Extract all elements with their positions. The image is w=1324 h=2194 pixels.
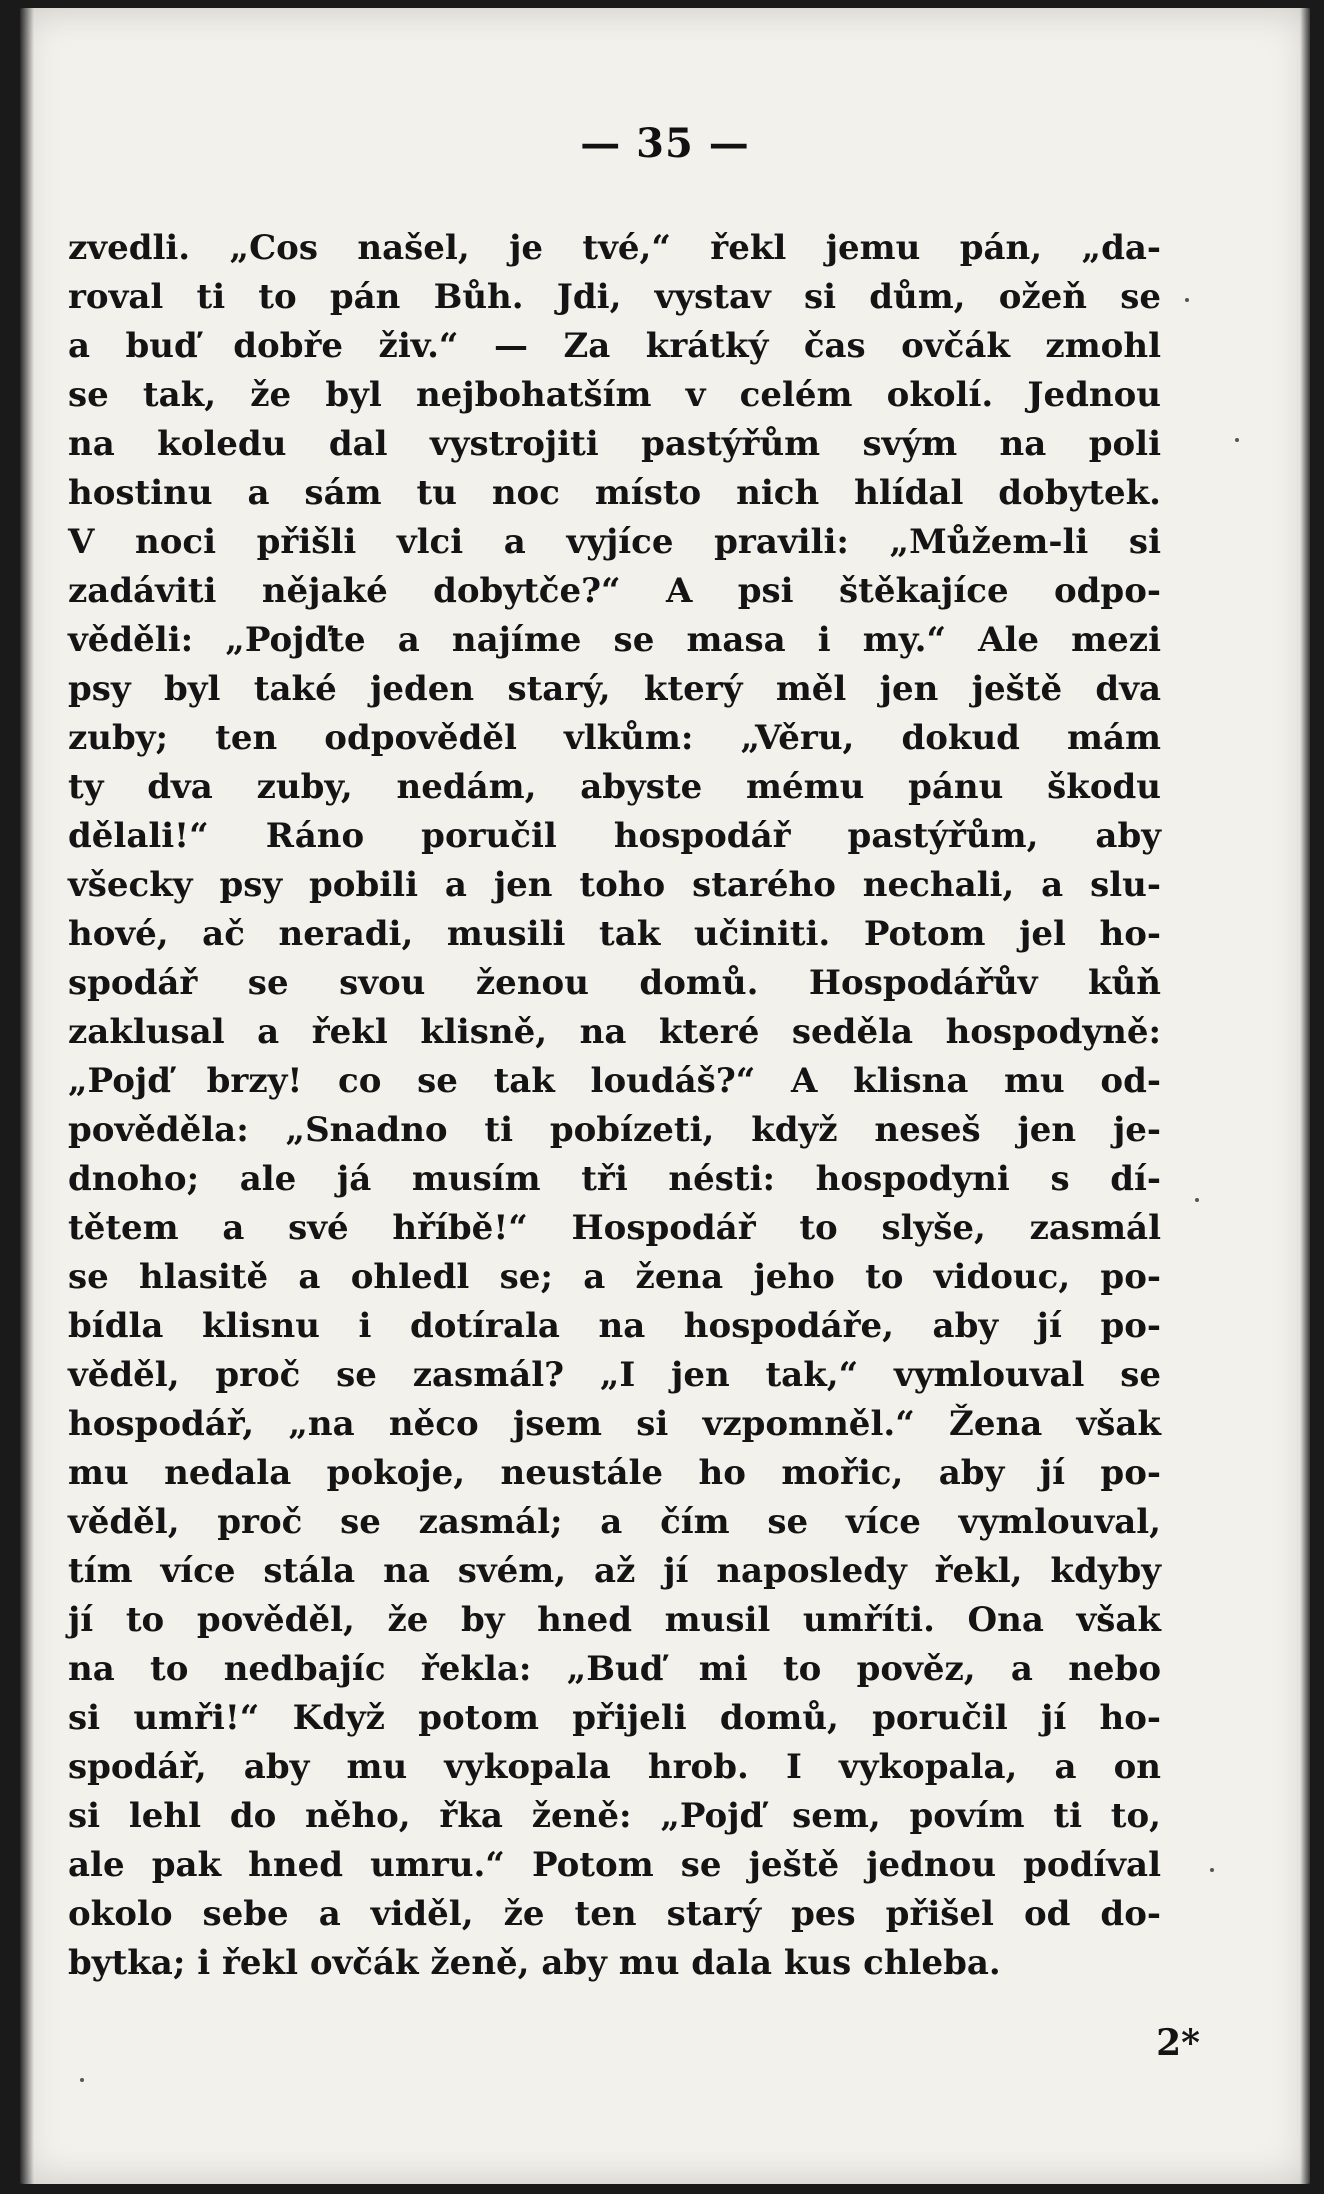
- print-speck: [1210, 1868, 1214, 1872]
- text-line: věděli: „Pojďte a najíme se masa i my.“ Ale mezi: [68, 620, 1161, 660]
- text-line: a buď dobře živ.“ — Za krátký čas ovčák zmohl: [68, 326, 1161, 366]
- text-line: bídla klisnu i dotírala na hospodáře, aby jí po-: [68, 1306, 1161, 1346]
- text-line: zuby; ten odpověděl vlkům: „Věru, dokud mám: [68, 718, 1161, 758]
- text-line: „Pojď brzy! co se tak loudáš?“ A klisna mu od-: [68, 1061, 1161, 1101]
- text-line: hové, ač neradi, musili tak učiniti. Potom jel ho-: [68, 914, 1161, 954]
- text-line: mu nedala pokoje, neustále ho mořic, aby jí po-: [68, 1453, 1161, 1493]
- text-line: jí to pověděl, že by hned musil umříti. Ona však: [68, 1600, 1161, 1640]
- text-line: se tak, že byl nejbohatším v celém okolí. Jednou: [68, 375, 1161, 415]
- text-line: spodář se svou ženou domů. Hospodářův kůň: [68, 963, 1161, 1003]
- text-line: si umři!“ Když potom přijeli domů, poručil jí ho-: [68, 1698, 1161, 1738]
- text-line: hostinu a sám tu noc místo nich hlídal dobytek.: [68, 473, 1161, 513]
- text-line: na koledu dal vystrojiti pastýřům svým na poli: [68, 424, 1161, 464]
- text-line: okolo sebe a viděl, že ten starý pes přišel od do-: [68, 1894, 1161, 1934]
- text-line: spodář, aby mu vykopala hrob. I vykopala, a on: [68, 1747, 1161, 1787]
- book-page: [20, 8, 1310, 2184]
- page-number: — 35 —: [580, 120, 750, 167]
- text-line: věděl, proč se zasmál; a čím se více vymlouval,: [68, 1502, 1161, 1542]
- text-line: na to nedbajíc řekla: „Buď mi to pověz, a nebo: [68, 1649, 1161, 1689]
- text-line: všecky psy pobili a jen toho starého nechali, a slu-: [68, 865, 1161, 905]
- text-line: ale pak hned umru.“ Potom se ještě jednou podíval: [68, 1845, 1161, 1885]
- body-text: [68, 224, 1161, 1988]
- text-line: zaklusal a řekl klisně, na které seděla hospodyně:: [68, 1012, 1161, 1052]
- text-line: psy byl také jeden starý, který měl jen ještě dva: [68, 669, 1161, 709]
- text-line: pověděla: „Snadno ti pobízeti, když neseš jen je-: [68, 1110, 1161, 1150]
- text-line: si lehl do něho, řka ženě: „Pojď sem, povím ti to,: [68, 1796, 1161, 1836]
- print-speck: [1235, 438, 1239, 442]
- text-line: V noci přišli vlci a vyjíce pravili: „Můžem-li si: [68, 522, 1161, 562]
- text-line: dnoho; ale já musím tři nésti: hospodyni s dí-: [68, 1159, 1161, 1199]
- text-line: tím více stála na svém, až jí naposledy řekl, kdyby: [68, 1551, 1161, 1591]
- text-line: zvedli. „Cos našel, je tvé,“ řekl jemu pán, „da-: [68, 228, 1161, 268]
- text-line: roval ti to pán Bůh. Jdi, vystav si dům, ožeň se: [68, 277, 1161, 317]
- text-line: tětem a své hříbě!“ Hospodář to slyše, zasmál: [68, 1208, 1161, 1248]
- print-speck: [80, 2078, 84, 2082]
- text-line: se hlasitě a ohledl se; a žena jeho to vidouc, po-: [68, 1257, 1161, 1297]
- text-line: zadáviti nějaké dobytče?“ A psi štěkajíce odpo-: [68, 571, 1161, 611]
- print-speck: [1185, 298, 1189, 302]
- text-line: bytka; i řekl ovčák ženě, aby mu dala kus chleba.: [68, 1943, 1001, 1983]
- text-line: hospodář, „na něco jsem si vzpomněl.“ Žena však: [68, 1404, 1161, 1444]
- text-line: dělali!“ Ráno poručil hospodář pastýřům, aby: [68, 816, 1161, 856]
- page-shadow-left: [20, 8, 34, 2184]
- print-speck: [1195, 1198, 1199, 1202]
- text-line: ty dva zuby, nedám, abyste mému pánu škodu: [68, 767, 1161, 807]
- page-shadow-right: [1300, 8, 1310, 2184]
- signature-mark: 2*: [1156, 2022, 1200, 2064]
- text-line: věděl, proč se zasmál? „I jen tak,“ vymlouval se: [68, 1355, 1161, 1395]
